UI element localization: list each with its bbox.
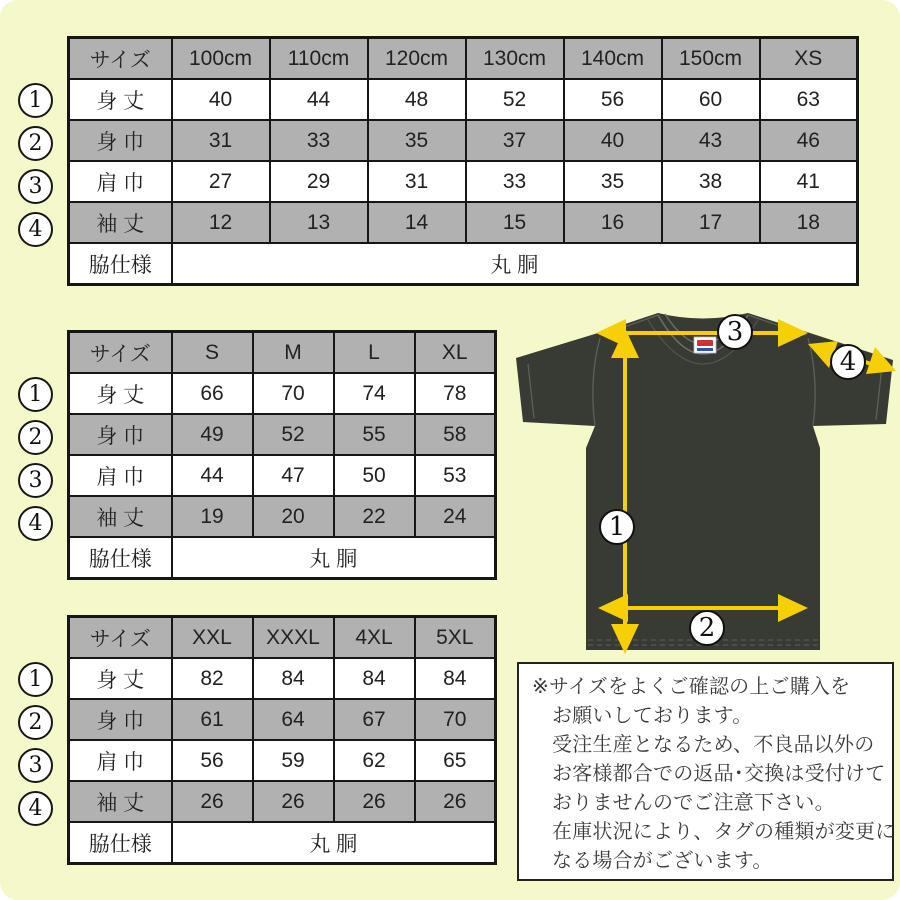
row-label-cell: 袖 丈 — [69, 781, 172, 822]
row-marker-circle-3: 3 — [18, 748, 53, 783]
kids-size-table-block — [22, 36, 859, 286]
row-label-cell: 身 巾 — [69, 414, 172, 455]
measurement-value-cell: 26 — [415, 781, 496, 822]
row-marker-circle-4: 4 — [18, 506, 53, 541]
measurement-value-cell: 67 — [334, 699, 415, 740]
measurement-value-cell: 12 — [172, 202, 270, 243]
row-label-cell: 身 巾 — [69, 120, 172, 161]
adult-size-table-block — [22, 330, 497, 580]
measurement-value-cell: 16 — [564, 202, 662, 243]
footer-label-cell: 脇仕様 — [69, 822, 172, 864]
row-label-cell: 肩 巾 — [69, 740, 172, 781]
measurement-value-cell: 43 — [662, 120, 760, 161]
measurement-value-cell: 74 — [334, 373, 415, 414]
table-row — [69, 373, 496, 414]
measurement-value-cell: 64 — [253, 699, 334, 740]
measurement-value-cell: 56 — [172, 740, 253, 781]
svg-text:2: 2 — [698, 613, 716, 643]
measurement-value-cell: 37 — [466, 120, 564, 161]
measurement-value-cell: 46 — [760, 120, 858, 161]
svg-text:4: 4 — [839, 347, 857, 377]
measurement-value-cell: 31 — [368, 161, 466, 202]
measurement-value-cell: 17 — [662, 202, 760, 243]
notice-line: 受注生産となるため、不良品以外の — [552, 734, 875, 756]
measurement-value-cell: 50 — [334, 455, 415, 496]
row-marker-circle-1: 1 — [18, 83, 53, 118]
table-row — [69, 740, 496, 781]
measurement-value-cell: 33 — [270, 120, 368, 161]
measurement-value-cell: 70 — [415, 699, 496, 740]
row-label-cell: 身 丈 — [69, 658, 172, 699]
measurement-value-cell: 26 — [334, 781, 415, 822]
table-row — [69, 161, 858, 202]
row-marker-circle-4: 4 — [18, 212, 53, 247]
size-column-header-cell: S — [172, 332, 253, 374]
measurement-value-cell: 52 — [466, 79, 564, 120]
size-column-header-cell: XXL — [172, 617, 253, 659]
table-row — [69, 414, 496, 455]
notice-line: お願いしております。 — [552, 705, 753, 727]
size-header-label-cell: サイズ — [69, 38, 172, 80]
table-row — [69, 781, 496, 822]
measurement-value-cell: 38 — [662, 161, 760, 202]
size-column-header-cell: 5XL — [415, 617, 496, 659]
measurement-value-cell: 60 — [662, 79, 760, 120]
measurement-value-cell: 63 — [760, 79, 858, 120]
footer-label-cell: 脇仕様 — [69, 243, 172, 285]
measurement-value-cell: 58 — [415, 414, 496, 455]
size-column-header-cell: 120cm — [368, 38, 466, 80]
marker-body-length — [600, 510, 634, 544]
row-marker-circle-2: 2 — [18, 420, 53, 455]
table-row — [69, 202, 858, 243]
row-marker-circle-1: 1 — [18, 377, 53, 412]
measurement-value-cell: 61 — [172, 699, 253, 740]
measurement-value-cell: 44 — [270, 79, 368, 120]
row-marker-circle-4: 4 — [18, 791, 53, 826]
measurement-value-cell: 84 — [415, 658, 496, 699]
marker-body-width — [690, 611, 724, 645]
table-row — [69, 455, 496, 496]
measurement-value-cell: 78 — [415, 373, 496, 414]
size-column-header-cell: 150cm — [662, 38, 760, 80]
row-label-cell: 袖 丈 — [69, 202, 172, 243]
measurement-value-cell: 47 — [253, 455, 334, 496]
measurement-value-cell: 26 — [253, 781, 334, 822]
notice-line: なる場合がございます。 — [552, 850, 773, 872]
measurement-value-cell: 35 — [368, 120, 466, 161]
measurement-value-cell: 26 — [172, 781, 253, 822]
row-label-cell: 肩 巾 — [69, 455, 172, 496]
measurement-value-cell: 84 — [253, 658, 334, 699]
table-row — [69, 496, 496, 537]
measurement-value-cell: 13 — [270, 202, 368, 243]
measurement-value-cell: 62 — [334, 740, 415, 781]
marker-sleeve-length — [831, 345, 865, 379]
table-row — [69, 699, 496, 740]
measurement-value-cell: 44 — [172, 455, 253, 496]
table-footer-row — [69, 537, 496, 579]
measurement-value-cell: 52 — [253, 414, 334, 455]
size-column-header-cell: XL — [415, 332, 496, 374]
footer-value-cell: 丸 胴 — [172, 822, 496, 864]
measurement-value-cell: 35 — [564, 161, 662, 202]
measurement-value-cell: 84 — [334, 658, 415, 699]
measurement-value-cell: 53 — [415, 455, 496, 496]
size-column-header-cell: XXXL — [253, 617, 334, 659]
tshirt-diagram — [498, 298, 900, 670]
measurement-value-cell: 70 — [253, 373, 334, 414]
table-row — [69, 658, 496, 699]
measurement-value-cell: 20 — [253, 496, 334, 537]
size-column-header-cell: XS — [760, 38, 858, 80]
table-footer-row — [69, 822, 496, 864]
footer-label-cell: 脇仕様 — [69, 537, 172, 579]
measurement-value-cell: 15 — [466, 202, 564, 243]
measurement-value-cell: 40 — [564, 120, 662, 161]
plus-sizes-table — [67, 615, 497, 865]
measurement-value-cell: 65 — [415, 740, 496, 781]
table-row — [69, 120, 858, 161]
footer-value-cell: 丸 胴 — [172, 537, 496, 579]
size-column-header-cell: 4XL — [334, 617, 415, 659]
measurement-value-cell: 66 — [172, 373, 253, 414]
size-header-label-cell: サイズ — [69, 617, 172, 659]
row-label-cell: 身 丈 — [69, 373, 172, 414]
notice-line: お客様都合での返品･交換は受付けて — [552, 763, 886, 785]
measurement-value-cell: 27 — [172, 161, 270, 202]
size-column-header-cell: 110cm — [270, 38, 368, 80]
measurement-value-cell: 33 — [466, 161, 564, 202]
measurement-value-cell: 19 — [172, 496, 253, 537]
measurement-value-cell: 24 — [415, 496, 496, 537]
plus-size-table-block — [22, 615, 497, 865]
measurement-value-cell: 41 — [760, 161, 858, 202]
row-label-cell: 袖 丈 — [69, 496, 172, 537]
svg-text:3: 3 — [726, 317, 744, 347]
row-label-cell: 身 巾 — [69, 699, 172, 740]
measurement-value-cell: 31 — [172, 120, 270, 161]
svg-text:1: 1 — [608, 512, 626, 542]
row-marker-circle-2: 2 — [18, 126, 53, 161]
measurement-value-cell: 49 — [172, 414, 253, 455]
row-label-cell: 身 丈 — [69, 79, 172, 120]
measurement-value-cell: 14 — [368, 202, 466, 243]
notice-line: 在庫状況により、タグの種類が変更に — [552, 821, 896, 843]
table-footer-row — [69, 243, 858, 285]
size-column-header-cell: M — [253, 332, 334, 374]
measurement-value-cell: 18 — [760, 202, 858, 243]
size-column-header-cell: 100cm — [172, 38, 270, 80]
row-marker-circle-3: 3 — [18, 169, 53, 204]
footer-value-cell: 丸 胴 — [172, 243, 858, 285]
adult-sizes-table — [67, 330, 497, 580]
measurement-value-cell: 22 — [334, 496, 415, 537]
measurement-value-cell: 29 — [270, 161, 368, 202]
measurement-value-cell: 40 — [172, 79, 270, 120]
measurement-value-cell: 48 — [368, 79, 466, 120]
marker-shoulder-width — [718, 315, 752, 349]
notice-line: ※サイズをよくご確認の上ご購入を — [532, 676, 851, 698]
measurement-value-cell: 59 — [253, 740, 334, 781]
table-row — [69, 79, 858, 120]
row-marker-circle-3: 3 — [18, 463, 53, 498]
size-column-header-cell: 140cm — [564, 38, 662, 80]
kids-sizes-table — [67, 36, 859, 286]
size-column-header-cell: L — [334, 332, 415, 374]
row-marker-circle-1: 1 — [18, 662, 53, 697]
brand-tag-icon — [694, 337, 716, 353]
measurement-value-cell: 55 — [334, 414, 415, 455]
notice-line: おりませんのでご注意下さい。 — [552, 792, 835, 814]
row-label-cell: 肩 巾 — [69, 161, 172, 202]
size-header-label-cell: サイズ — [69, 332, 172, 374]
row-marker-circle-2: 2 — [18, 705, 53, 740]
size-column-header-cell: 130cm — [466, 38, 564, 80]
measurement-value-cell: 56 — [564, 79, 662, 120]
notice-box — [517, 662, 894, 881]
measurement-value-cell: 82 — [172, 658, 253, 699]
